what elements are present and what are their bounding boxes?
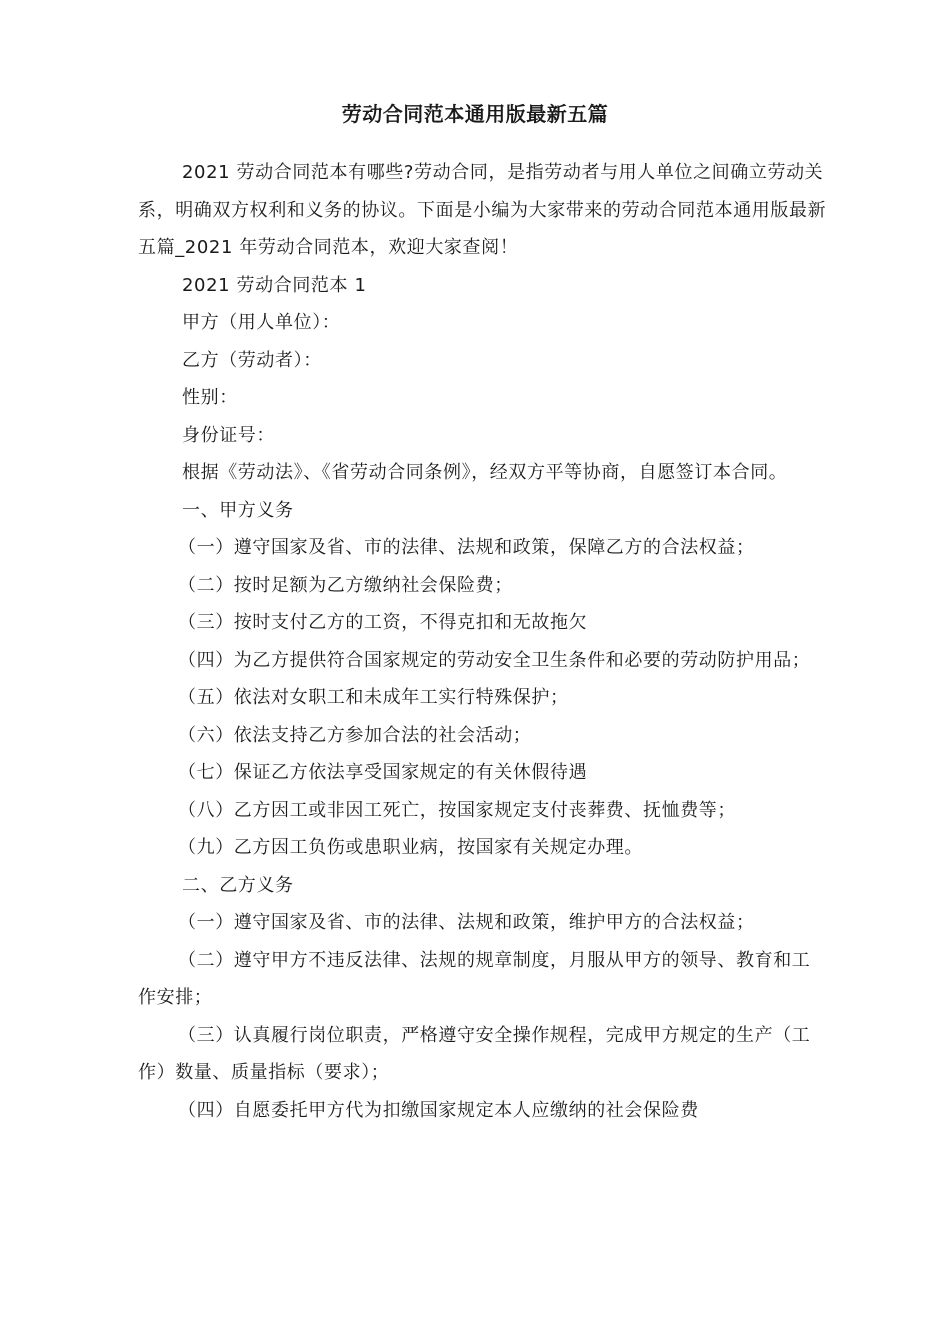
- id-number-field: 身份证号：: [182, 424, 275, 446]
- list-item: （一）遵守国家及省、市的法律、法规和政策，维护甲方的合法权益；: [178, 912, 755, 933]
- list-item: （二）按时足额为乙方缴纳社会保险费；: [178, 574, 513, 596]
- document-body: [138, 154, 828, 1129]
- contract-heading: 2021 劳动合同范本 1: [182, 274, 367, 296]
- list-item: （四）为乙方提供符合国家规定的劳动安全卫生条件和必要的劳动防护用品；: [178, 649, 811, 671]
- gender-field: 性别：: [182, 387, 238, 408]
- list-item: （三）认真履行岗位职责，严格遵守安全操作规程，完成甲方规定的生产（工作）数量、质量指标（要求）；: [138, 1024, 811, 1083]
- party-b-field: 乙方（劳动者）：: [182, 349, 322, 371]
- list-item: （三）按时支付乙方的工资，不得克扣和无故拖欠: [178, 612, 588, 633]
- list-item: （八）乙方因工或非因工死亡，按国家规定支付丧葬费、抚恤费等；: [178, 799, 736, 821]
- document-title: 劳动合同范本通用版最新五篇: [341, 102, 609, 126]
- list-item: （五）依法对女职工和未成年工实行特殊保护；: [178, 687, 569, 708]
- list-item: （七）保证乙方依法享受国家规定的有关休假待遇: [178, 762, 588, 783]
- list-item: （六）依法支持乙方参加合法的社会活动；: [178, 724, 532, 746]
- list-item: （二）遵守甲方不违反法律、法规的规章制度，月服从甲方的领导、教育和工作安排；: [138, 949, 811, 1008]
- basis-paragraph: 根据《劳动法》、《省劳动合同条例》，经双方平等协商，自愿签订本合同。: [182, 462, 788, 483]
- intro-paragraph: 2021 劳动合同范本有哪些?劳动合同，是指劳动者与用人单位之间确立劳动关系，明确双方权利和义务的协议。下面是小编为大家带来的劳动合同范本通用版最新五篇_2021 年劳动合同范本，欢迎大家查阅！: [138, 162, 827, 258]
- party-a-field: 甲方（用人单位）：: [182, 312, 341, 333]
- list-item: （九）乙方因工负伤或患职业病，按国家有关规定办理。: [178, 837, 643, 858]
- section-heading-party-b: 二、乙方义务: [182, 874, 294, 896]
- section-heading-party-a: 一、甲方义务: [182, 499, 294, 521]
- list-item: （四）自愿委托甲方代为扣缴国家规定本人应缴纳的社会保险费: [178, 1099, 699, 1121]
- list-item: （一）遵守国家及省、市的法律、法规和政策，保障乙方的合法权益；: [178, 537, 755, 558]
